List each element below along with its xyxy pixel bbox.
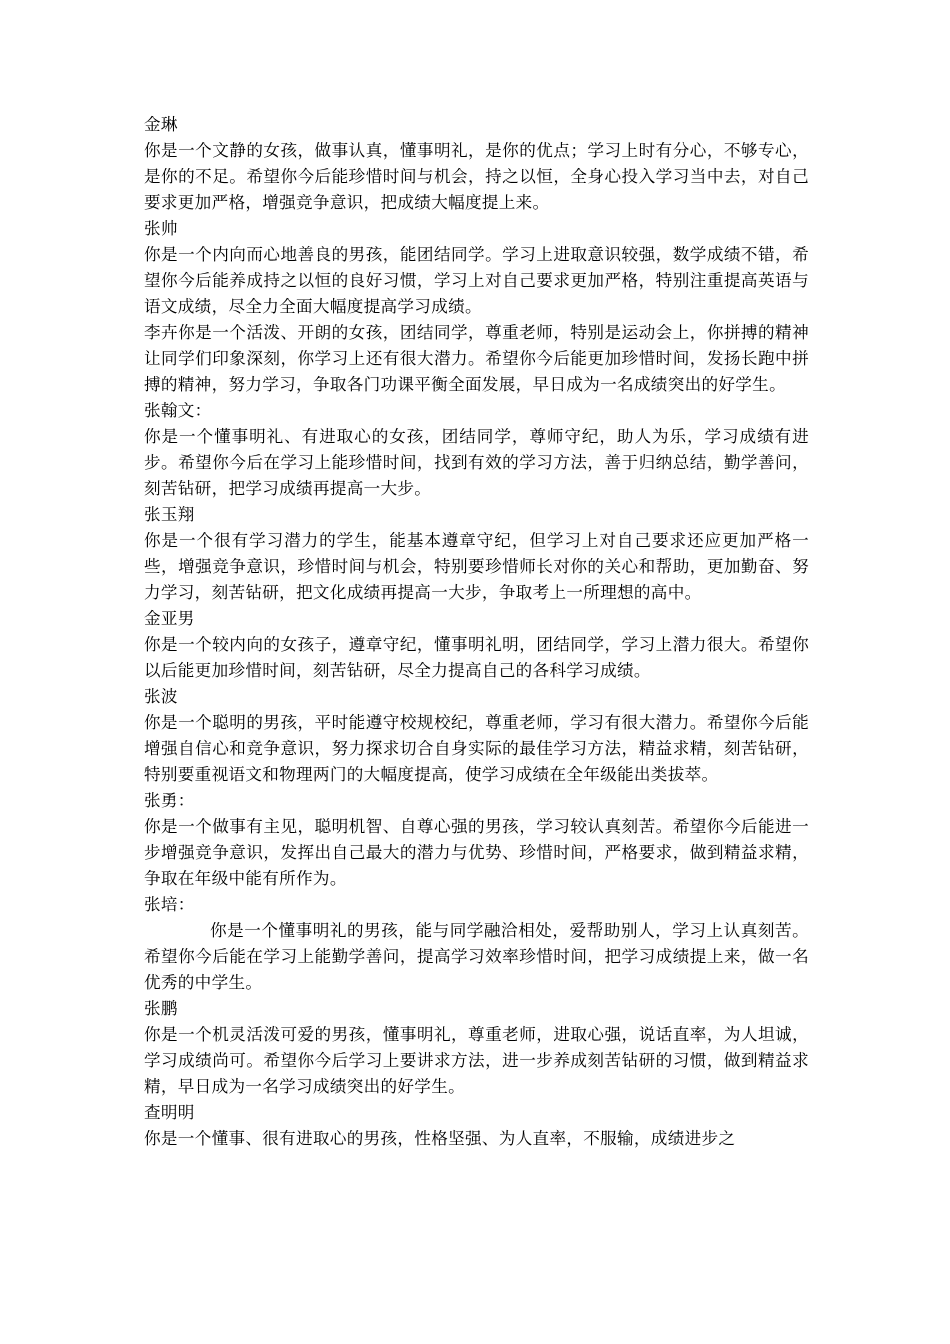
student-name: 张翰文： (144, 401, 212, 420)
student-name: 张勇： (144, 791, 195, 810)
student-name: 张帅 (144, 219, 178, 238)
student-comment: 你是一个做事有主见，聪明机智、自尊心强的男孩，学习较认真刻苦。希望你今后能进一步增强竞争意识，发挥出自己最大的潜力与优势、珍惜时间，严格要求，做到精益求精，争取在年级中能有所作为。 (144, 817, 809, 888)
student-comment: 你是一个聪明的男孩，平时能遵守校规校纪，尊重老师，学习有很大潜力。希望你今后能增强自信心和竞争意识，努力探求切合自身实际的最佳学习方法，精益求精，刻苦钻研，特别要重视语文和物理两门的大幅度提高，使学习成绩在全年级能出类拔萃。 (144, 713, 809, 784)
student-comment: 你是一个机灵活泼可爱的男孩，懂事明礼，尊重老师，进取心强，说话直率，为人坦诚，学习成绩尚可。希望你今后学习上要讲求方法，进一步养成刻苦钻研的习惯，做到精益求精，早日成为一名学习成绩突出的好学生。 (144, 1025, 809, 1096)
student-comment: 你是一个懂事明礼的男孩，能与同学融洽相处，爱帮助别人，学习上认真刻苦。希望你今后能在学习上能勤学善问，提高学习效率珍惜时间，把学习成绩提上来，做一名优秀的中学生。 (144, 921, 809, 992)
student-comment: 你是一个内向而心地善良的男孩，能团结同学。学习上进取意识较强，数学成绩不错，希望你今后能养成持之以恒的良好习惯，学习上对自己要求更加严格，特别注重提高英语与语文成绩，尽全力全面大幅度提高学习成绩。 (144, 245, 809, 316)
student-name: 查明明 (144, 1103, 195, 1122)
student-name: 金亚男 (144, 609, 195, 628)
student-name: 张玉翔 (144, 505, 195, 524)
student-name: 张培： (144, 895, 195, 914)
comments-body (144, 112, 809, 1152)
student-name: 张波 (144, 687, 178, 706)
student-comment: 你是一个较内向的女孩子，遵章守纪，懂事明礼明，团结同学，学习上潜力很大。希望你以后能更加珍惜时间，刻苦钻研，尽全力提高自己的各科学习成绩。 (144, 635, 809, 680)
student-comment: 李卉你是一个活泼、开朗的女孩，团结同学，尊重老师，特别是运动会上，你拼搏的精神让同学们印象深刻，你学习上还有很大潜力。希望你今后能更加珍惜时间，发扬长跑中拼搏的精神，努力学习，争取各门功课平衡全面发展，早日成为一名成绩突出的好学生。 (144, 323, 809, 394)
student-comment: 你是一个懂事明礼、有进取心的女孩，团结同学，尊师守纪，助人为乐，学习成绩有进步。希望你今后在学习上能珍惜时间，找到有效的学习方法，善于归纳总结，勤学善问，刻苦钻研，把学习成绩再提高一大步。 (144, 427, 809, 498)
student-comment: 你是一个文静的女孩，做事认真，懂事明礼，是你的优点；学习上时有分心，不够专心，是你的不足。希望你今后能珍惜时间与机会，持之以恒，全身心投入学习当中去，对自己要求更加严格，增强竞争意识，把成绩大幅度提上来。 (144, 141, 809, 212)
student-comment: 你是一个懂事、很有进取心的男孩，性格坚强、为人直率，不服输，成绩进步之 (144, 1129, 736, 1148)
student-name: 张鹏 (144, 999, 178, 1018)
student-name: 金琳 (144, 115, 178, 134)
student-comment: 你是一个很有学习潜力的学生，能基本遵章守纪，但学习上对自己要求还应更加严格一些，增强竞争意识，珍惜时间与机会，特别要珍惜师长对你的关心和帮助，更加勤奋、努力学习，刻苦钻研，把文化成绩再提高一大步，争取考上一所理想的高中。 (144, 531, 809, 602)
